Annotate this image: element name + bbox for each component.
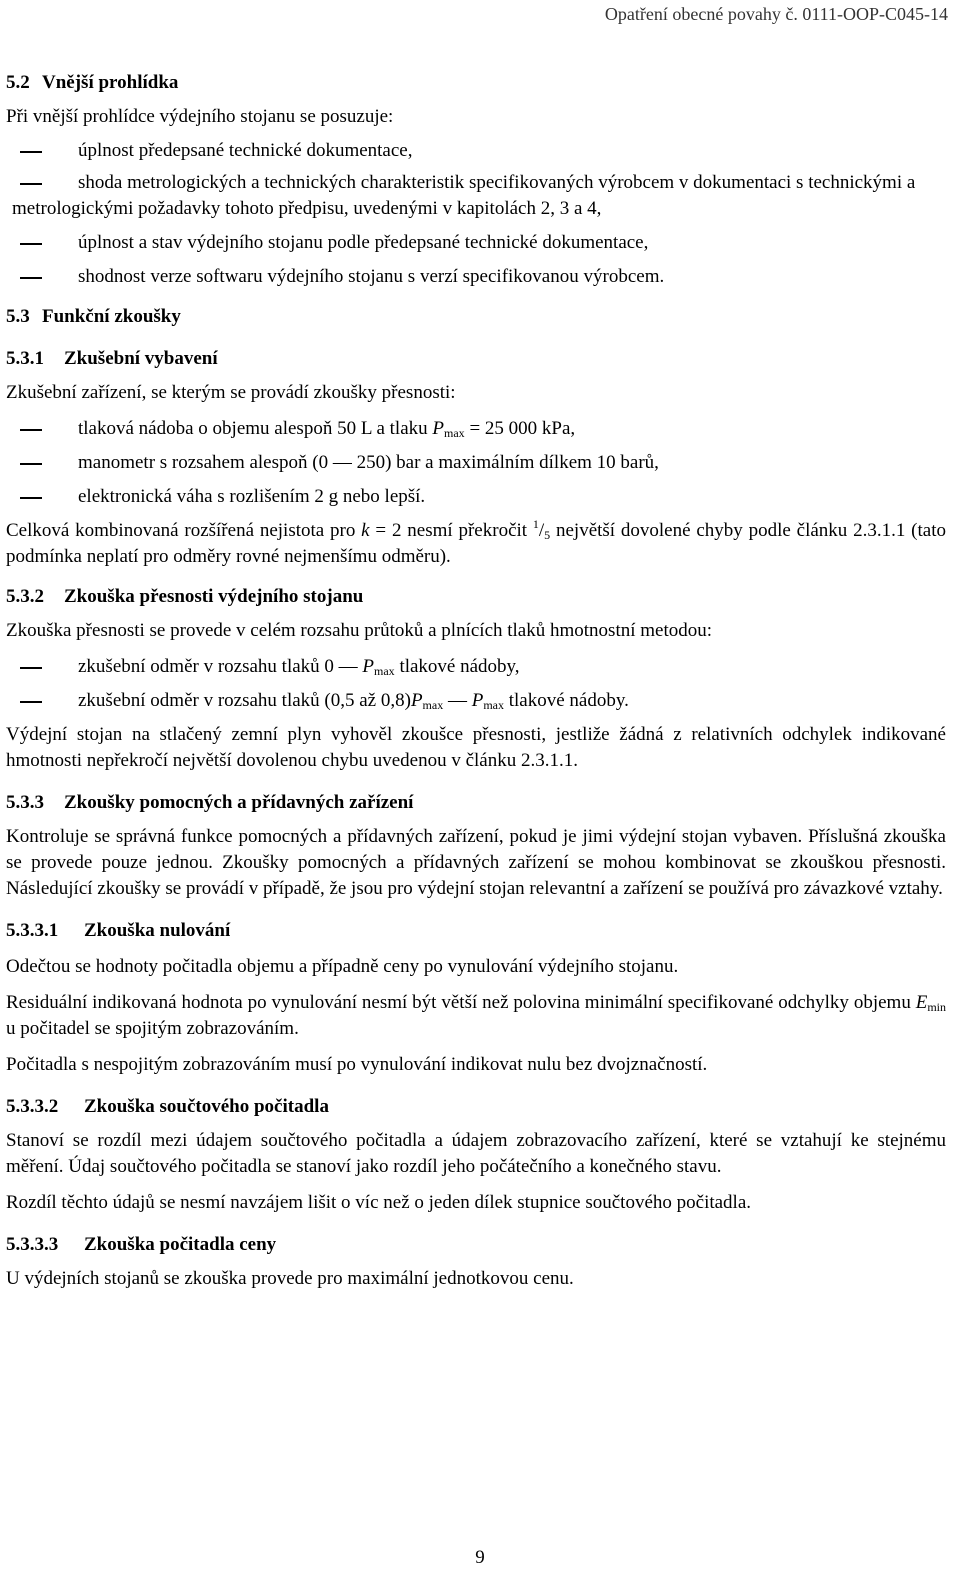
item-text: tlakové nádoby,: [394, 656, 520, 677]
section-title: Zkouška počitadla ceny: [84, 1234, 277, 1255]
para-text: u počitadel se spojitým zobrazováním.: [6, 1018, 299, 1039]
list-item: [6, 416, 946, 442]
item-text: = 25 000 kPa,: [464, 418, 576, 439]
list-item: [6, 170, 946, 222]
list-item: [6, 654, 946, 680]
list-item: manometr s rozsahem alespoň (0 — 250) bar a maximálním dílkem 10 barů,: [6, 450, 946, 476]
var-p: P: [471, 690, 484, 711]
para-text: Residuální indikovaná hodnota po vynulování nesmí být větší než polovina minimální specifikované odchylky objemu: [6, 992, 916, 1013]
section-title: Vnější prohlídka: [42, 72, 179, 93]
para-text: = 2 nesmí překročit: [369, 520, 533, 541]
accuracy-list: [6, 654, 946, 714]
section-title: Funkční zkoušky: [42, 306, 181, 327]
section-paragraph: Počitadla s nespojitým zobrazováním musí po vynulování indikovat nulu bez dvojznačností.: [6, 1054, 708, 1075]
section-intro: Zkouška přesnosti se provede v celém rozsahu průtoků a plnících tlaků hmotnostní metodou:: [6, 620, 713, 641]
var-sub: max: [444, 426, 465, 440]
section-number: 5.3.3.1: [6, 920, 59, 941]
section-number: 5.3.2: [6, 586, 44, 607]
section-heading-5-3-2: [6, 584, 946, 610]
section-number: 5.3.3: [6, 792, 44, 813]
section-paragraph: U výdejních stojanů se zkouška provede pro maximální jednotkovou cenu.: [6, 1268, 574, 1289]
list-item: úplnost předepsané technické dokumentace,: [6, 138, 946, 164]
list-item: elektronická váha s rozlišením 2 g nebo lepší.: [6, 484, 946, 510]
var-e: E: [915, 992, 928, 1013]
fraction-den: 5: [544, 528, 551, 542]
section-heading-5-3-3-3: [6, 1232, 946, 1258]
page-number: 9: [475, 1547, 485, 1568]
section-paragraph: Rozdíl těchto údajů se nesmí navzájem lišit o víc než o jeden dílek stupnice součtového počitadla.: [6, 1192, 752, 1213]
section-heading-5-3-3-2: [6, 1094, 946, 1120]
var-p: P: [410, 690, 423, 711]
item-text: zkušební odměr v rozsahu tlaků (0,5 až 0,8): [78, 690, 411, 711]
para-text: největší dovolené chyby podle článku 2.3.1.1 (tato podmínka neplatí pro odměry rovné nejmenšímu odměru).: [6, 520, 946, 567]
item-text: zkušební odměr v rozsahu tlaků 0 —: [78, 656, 363, 677]
list-item: shodnost verze softwaru výdejního stojanu s verzí specifikovanou výrobcem.: [6, 264, 946, 290]
section-paragraph: [6, 990, 946, 1042]
section-number: 5.3.3.2: [6, 1096, 59, 1117]
section-heading-5-2: [6, 70, 946, 96]
inspection-list: [6, 138, 946, 290]
section-paragraph: Kontroluje se správná funkce pomocných a přídavných zařízení, pokud je jimi výdejní stojan vybaven. Příslušná zkouška se provede pouze jednou. Zkoušky pomocných a přídavných zařízení se mohou kombinovat se zkouškou přesnosti. Následující zkoušky se provádí v případě, že jsou pro výdejní stojan relevantní a zařízení se používá pro závazkové vztahy.: [6, 826, 946, 899]
var-sub: max: [422, 698, 444, 712]
var-p: P: [362, 656, 375, 677]
section-number: 5.3: [6, 306, 30, 327]
var-p: P: [432, 418, 445, 439]
var-sub: min: [927, 1000, 946, 1014]
equipment-list: [6, 416, 946, 510]
result-paragraph: Výdejní stojan na stlačený zemní plyn vyhověl zkoušce přesnosti, jestliže žádná z relativních odchylek indikované hmotnosti nepřekročí největší dovolenou chybu uvedenou v článku 2.3.1.1.: [6, 724, 946, 771]
section-title: Zkouška nulování: [84, 920, 231, 941]
uncertainty-paragraph: [6, 518, 946, 570]
section-number: 5.3.3.3: [6, 1234, 59, 1255]
list-item-text: shoda metrologických a technických charakteristik specifikovaných výrobcem v dokumentaci s technickými a metrologickými požadavky tohoto předpisu, uvedenými v kapitolách 2, 3 a 4,: [12, 172, 916, 219]
section-number: 5.2: [6, 72, 30, 93]
section-title: Zkouška součtového počitadla: [84, 1096, 329, 1117]
list-item: úplnost a stav výdejního stojanu podle předepsané technické dokumentace,: [6, 230, 946, 256]
fraction-num: 1: [532, 517, 539, 531]
var-k: k: [361, 520, 370, 541]
fraction-slash: /: [538, 520, 545, 541]
section-title: Zkoušky pomocných a přídavných zařízení: [64, 792, 414, 813]
section-paragraph: Stanoví se rozdíl mezi údajem součtového počitadla a údajem zobrazovacího zařízení, které se vztahují ke stejnému měření. Údaj součtového počitadla se stanoví jako rozdíl jeho počátečního a konečného stavu.: [6, 1130, 946, 1177]
var-sub: max: [374, 664, 395, 678]
section-title: Zkouška přesnosti výdejního stojanu: [64, 586, 364, 607]
item-text: tlaková nádoba o objemu alespoň 50 L a tlaku: [78, 418, 433, 439]
section-intro: Zkušební zařízení, se kterým se provádí zkoušky přesnosti:: [6, 382, 456, 403]
page-content: [6, 66, 946, 1292]
section-heading-5-3: [6, 304, 946, 330]
item-text: tlakové nádoby.: [504, 690, 629, 711]
section-heading-5-3-3-1: [6, 918, 946, 944]
page-header: Opatření obecné povahy č. 0111-OOP-C045-14: [604, 4, 948, 24]
item-text: —: [443, 690, 472, 711]
section-intro: Při vnější prohlídce výdejního stojanu se posuzuje:: [6, 106, 394, 127]
para-text: Celková kombinovaná rozšířená nejistota pro: [6, 520, 362, 541]
section-title: Zkušební vybavení: [64, 348, 218, 369]
section-number: 5.3.1: [6, 348, 44, 369]
section-heading-5-3-1: [6, 346, 946, 372]
section-paragraph: Odečtou se hodnoty počitadla objemu a případně ceny po vynulování výdejního stojanu.: [6, 956, 679, 977]
section-heading-5-3-3: [6, 790, 946, 816]
list-item: [6, 688, 946, 714]
var-sub: max: [483, 698, 504, 712]
